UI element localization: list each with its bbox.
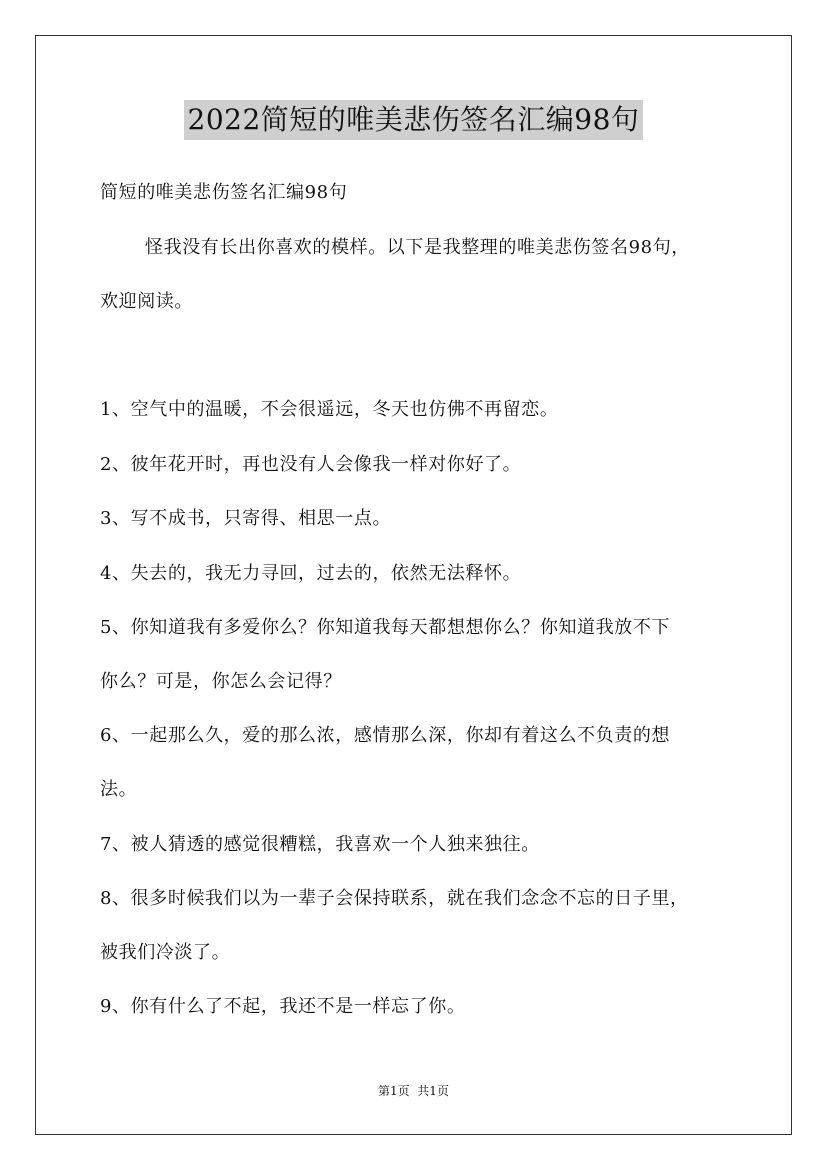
document-title: 2022简短的唯美悲伤签名汇编98句 [184, 100, 644, 140]
list-item: 3、写不成书，只寄得、相思一点。 [100, 508, 392, 529]
page-footer: 第1页 共1页 [378, 1084, 449, 1098]
list-item: 6、一起那么久，爱的那么浓，感情那么深，你却有着这么不负责的想 [100, 725, 671, 746]
list-item: 你么？可是，你怎么会记得？ [100, 671, 342, 692]
intro-line: 怪我没有长出你喜欢的模样。以下是我整理的唯美悲伤签名98句， [145, 237, 690, 258]
intro-line: 欢迎阅读。 [100, 291, 193, 312]
list-item: 被我们冷淡了。 [100, 942, 231, 963]
title-container [0, 100, 827, 140]
list-item: 9、你有什么了不起，我还不是一样忘了你。 [100, 996, 466, 1017]
list-item: 5、你知道我有多爱你么？你知道我每天都想想你么？你知道我放不下 [100, 617, 671, 638]
list-item: 2、彼年花开时，再也没有人会像我一样对你好了。 [100, 454, 522, 475]
list-item: 7、被人猜透的感觉很糟糕，我喜欢一个人独来独往。 [100, 834, 540, 855]
list-item: 法。 [100, 779, 138, 800]
list-item: 8、很多时候我们以为一辈子会保持联系，就在我们念念不忘的日子里， [100, 888, 689, 909]
document-subtitle: 简短的唯美悲伤签名汇编98句 [100, 182, 348, 203]
list-item: 4、失去的，我无力寻回，过去的，依然无法释怀。 [100, 563, 522, 584]
list-item: 1、空气中的温暖，不会很遥远，冬天也仿佛不再留恋。 [100, 399, 559, 420]
